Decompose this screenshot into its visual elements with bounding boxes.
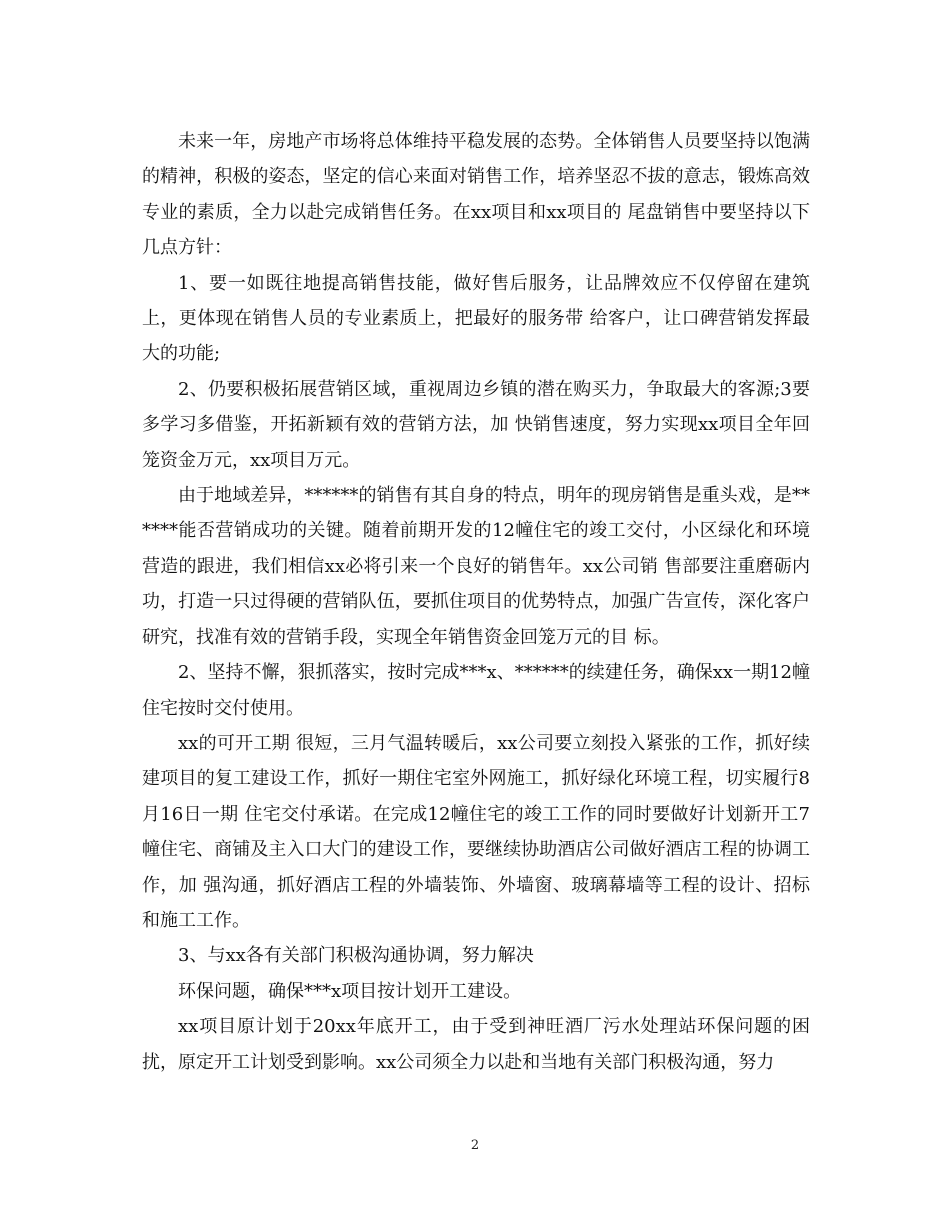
paragraph-7: 3、与xx各有关部门积极沟通协调，努力解决 xyxy=(178,945,534,967)
paragraph-1: 未来一年，房地产市场将总体维持平稳发展的态势。全体销售人员要坚持以饱满的精神，积极的姿态，坚定的信心来面对销售工作，培养坚忍不拔的意志，锻炼高效专业的素质，全力以赴完成销售任务。在xx项目和xx项目的 尾盘销售中要坚持以下几点方针： xyxy=(142,131,810,259)
paragraph-2: 1、要一如既往地提高销售技能，做好售后服务，让品牌效应不仅停留在建筑上，更体现在销售人员的专业素质上，把最好的服务带 给客户，让口碑营销发挥最大的功能; xyxy=(142,272,810,365)
page-number: 2 xyxy=(470,1138,480,1153)
paragraph-8: 环保问题，确保***x项目按计划开工建设。 xyxy=(178,980,522,1002)
paragraph-9: xx项目原计划于20xx年底开工，由于受到神旺酒厂污水处理站环保问题的困扰，原定开工计划受到影响。xx公司须全力以赴和当地有关部门积极沟通，努力 xyxy=(142,1016,810,1073)
paragraph-3: 2、仍要积极拓展营销区域，重视周边乡镇的潜在购买力，争取最大的客源;3要多学习多借鉴，开拓新颖有效的营销方法，加 快销售速度，努力实现xx项目全年回笼资金万元，xx项目万元。 xyxy=(142,378,810,471)
paragraph-6: xx的可开工期 很短，三月气温转暖后，xx公司要立刻投入紧张的工作，抓好续建项目的复工建设工作，抓好一期住宅室外网施工，抓好绿化环境工程，切实履行8月16日一期 住宅交付承诺。在完成12幢住宅的竣工工作的同时要做好计划新开工7幢住宅、商铺及主入口大门的建设工作，要继续协助酒店公司做好酒店工程的协调工作，加 强沟通，抓好酒店工程的外墙装饰、外墙窗、玻璃幕墙等工程的设计、招标和施工工作。 xyxy=(142,732,810,931)
paragraph-5: 2、坚持不懈，狠抓落实，按时完成***x、******的续建任务，确保xx一期12幢住宅按时交付使用。 xyxy=(142,662,810,719)
paragraph-4: 由于地域差异，******的销售有其自身的特点，明年的现房销售是重头戏，是******能否营销成功的关键。随着前期开发的12幢住宅的竣工交付，小区绿化和环境营造的跟进，我们相信xx必将引来一个良好的销售年。xx公司销 售部要注重磨砺内功，打造一只过得硬的营销队伍，要抓住项目的优势特点，加强广告宣传，深化客户研究，找准有效的营销手段，实现全年销售资金回笼万元的目 标。 xyxy=(142,485,810,648)
body-text xyxy=(142,124,810,1080)
